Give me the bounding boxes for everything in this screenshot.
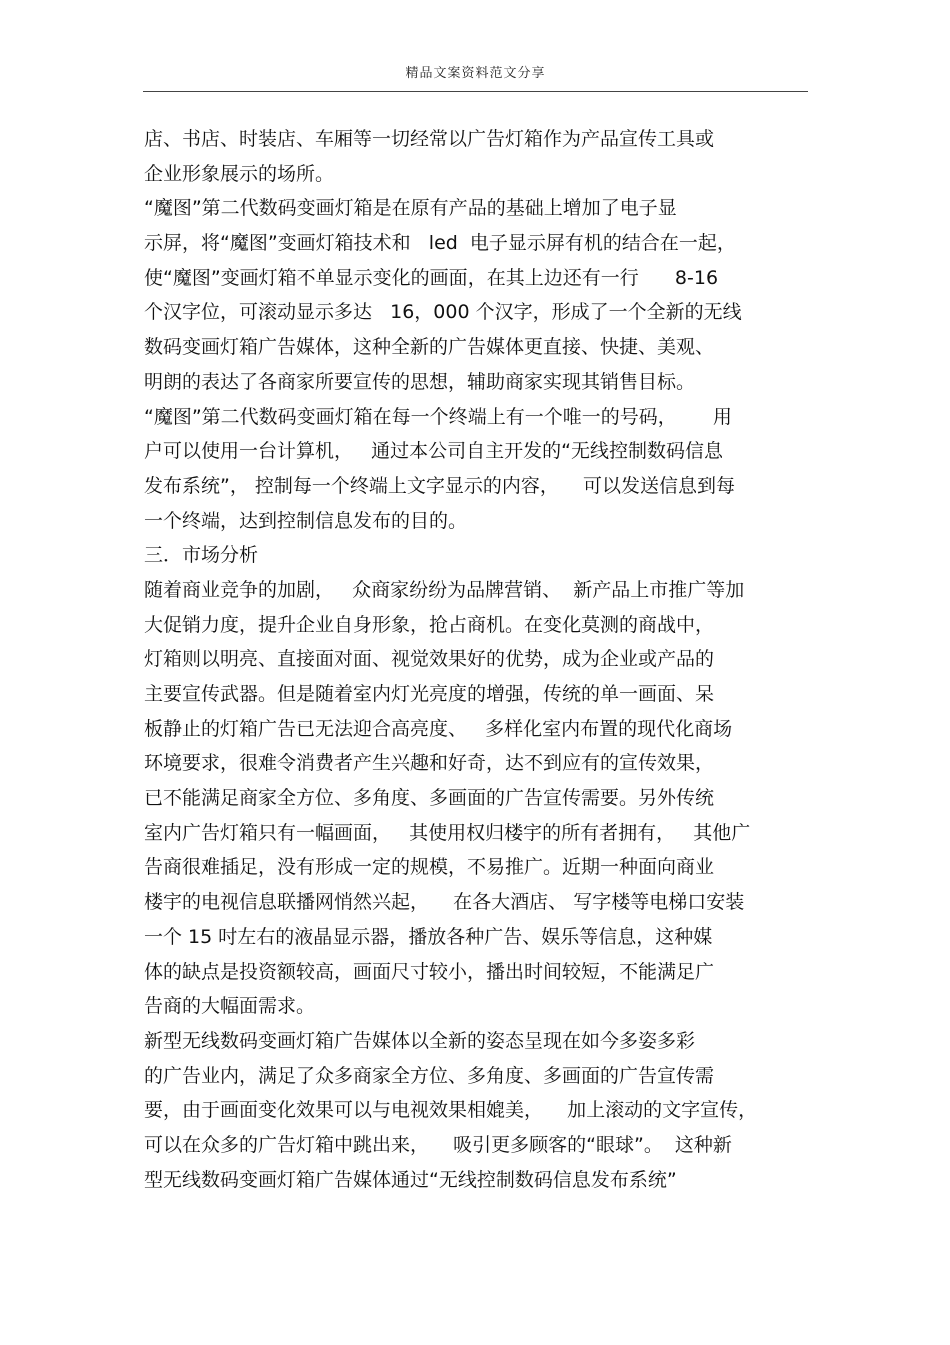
text-line: 一个 15 吋左右的液晶显示器，播放各种广告、娱乐等信息，这种媒 — [144, 925, 713, 948]
text-line: 型无线数码变画灯箱广告媒体通过“无线控制数码信息发布系统” — [144, 1168, 677, 1191]
text-line: 板静止的灯箱广告已无法迎合高亮度、 多样化室内布置的现代化商场 — [144, 717, 733, 740]
text-line: 室内广告灯箱只有一幅画面， 其使用权归楼宇的所有者拥有， 其他广 — [144, 821, 751, 844]
text-line: 示屏，将“魔图”变画灯箱技术和 led 电子显示屏有机的结合在一起， — [144, 232, 736, 255]
text-line: 数码变画灯箱广告媒体，这种全新的广告媒体更直接、快捷、美观、 — [144, 336, 715, 359]
header-divider — [143, 91, 808, 92]
text-line: 使“魔图”变画灯箱不单显示变化的画面，在其上边还有一行 8-16 — [144, 266, 719, 289]
text-line: 三．市场分析 — [144, 544, 259, 567]
text-line: 灯箱则以明亮、直接面对面、视觉效果好的优势，成为企业或产品的 — [144, 648, 715, 671]
text-line: 告商的大幅面需求。 — [144, 995, 316, 1018]
text-line: 明朗的表达了各商家所要宣传的思想，辅助商家实现其销售目标。 — [144, 370, 696, 393]
text-line: 的广告业内，满足了众多商家全方位、多角度、多画面的广告宣传需 — [144, 1064, 715, 1087]
text-line: “魔图”第二代数码变画灯箱是在原有产品的基础上增加了电子显 — [144, 197, 677, 220]
text-line: 告商很难插足，没有形成一定的规模，不易推广。近期一种面向商业 — [144, 856, 715, 879]
text-line: 环境要求，很难令消费者产生兴趣和好奇，达不到应有的宣传效果， — [144, 752, 715, 775]
text-line: 一个终端，达到控制信息发布的目的。 — [144, 509, 468, 532]
text-line: 要，由于画面变化效果可以与电视效果相媲美， 加上滚动的文字宣传， — [144, 1099, 758, 1122]
text-line: 主要宣传武器。但是随着室内灯光亮度的增强，传统的单一画面、呆 — [144, 683, 715, 705]
text-line: 楼宇的电视信息联播网悄然兴起， 在各大酒店、 写字楼等电梯口安装 — [144, 891, 745, 914]
text-line: 店、书店、时装店、车厢等一切经常以广告灯箱作为产品宣传工具或 — [144, 128, 715, 150]
text-line: 体的缺点是投资额较高，画面尺寸较小，播出时间较短，不能满足广 — [144, 960, 715, 983]
text-line: 可以在众多的广告灯箱中跳出来， 吸引更多顾客的“眼球”。 这种新 — [144, 1133, 732, 1156]
text-line: 个汉字位，可滚动显示多达 16，000 个汉字，形成了一个全新的无线 — [144, 301, 742, 324]
text-line: 新型无线数码变画灯箱广告媒体以全新的姿态呈现在如今多姿多彩 — [144, 1029, 696, 1052]
document-body — [144, 122, 809, 1197]
text-line: 大促销力度，提升企业自身形象，抢占商机。在变化莫测的商战中， — [144, 613, 715, 636]
text-line: “魔图”第二代数码变画灯箱在每一个终端上有一个唯一的号码， 用 — [144, 405, 732, 428]
text-line: 企业形象展示的场所。 — [144, 162, 335, 185]
text-line: 发布系统”， 控制每一个终端上文字显示的内容， 可以发送信息到每 — [144, 474, 736, 497]
text-line: 随着商业竞争的加剧， 众商家纷纷为品牌营销、 新产品上市推广等加 — [144, 578, 745, 601]
text-line: 户可以使用一台计算机， 通过本公司自主开发的“无线控制数码信息 — [144, 440, 723, 463]
text-line: 已不能满足商家全方位、多角度、多画面的广告宣传需要。另外传统 — [144, 787, 715, 810]
page-header-title: 精品文案资料范文分享 — [405, 66, 546, 81]
